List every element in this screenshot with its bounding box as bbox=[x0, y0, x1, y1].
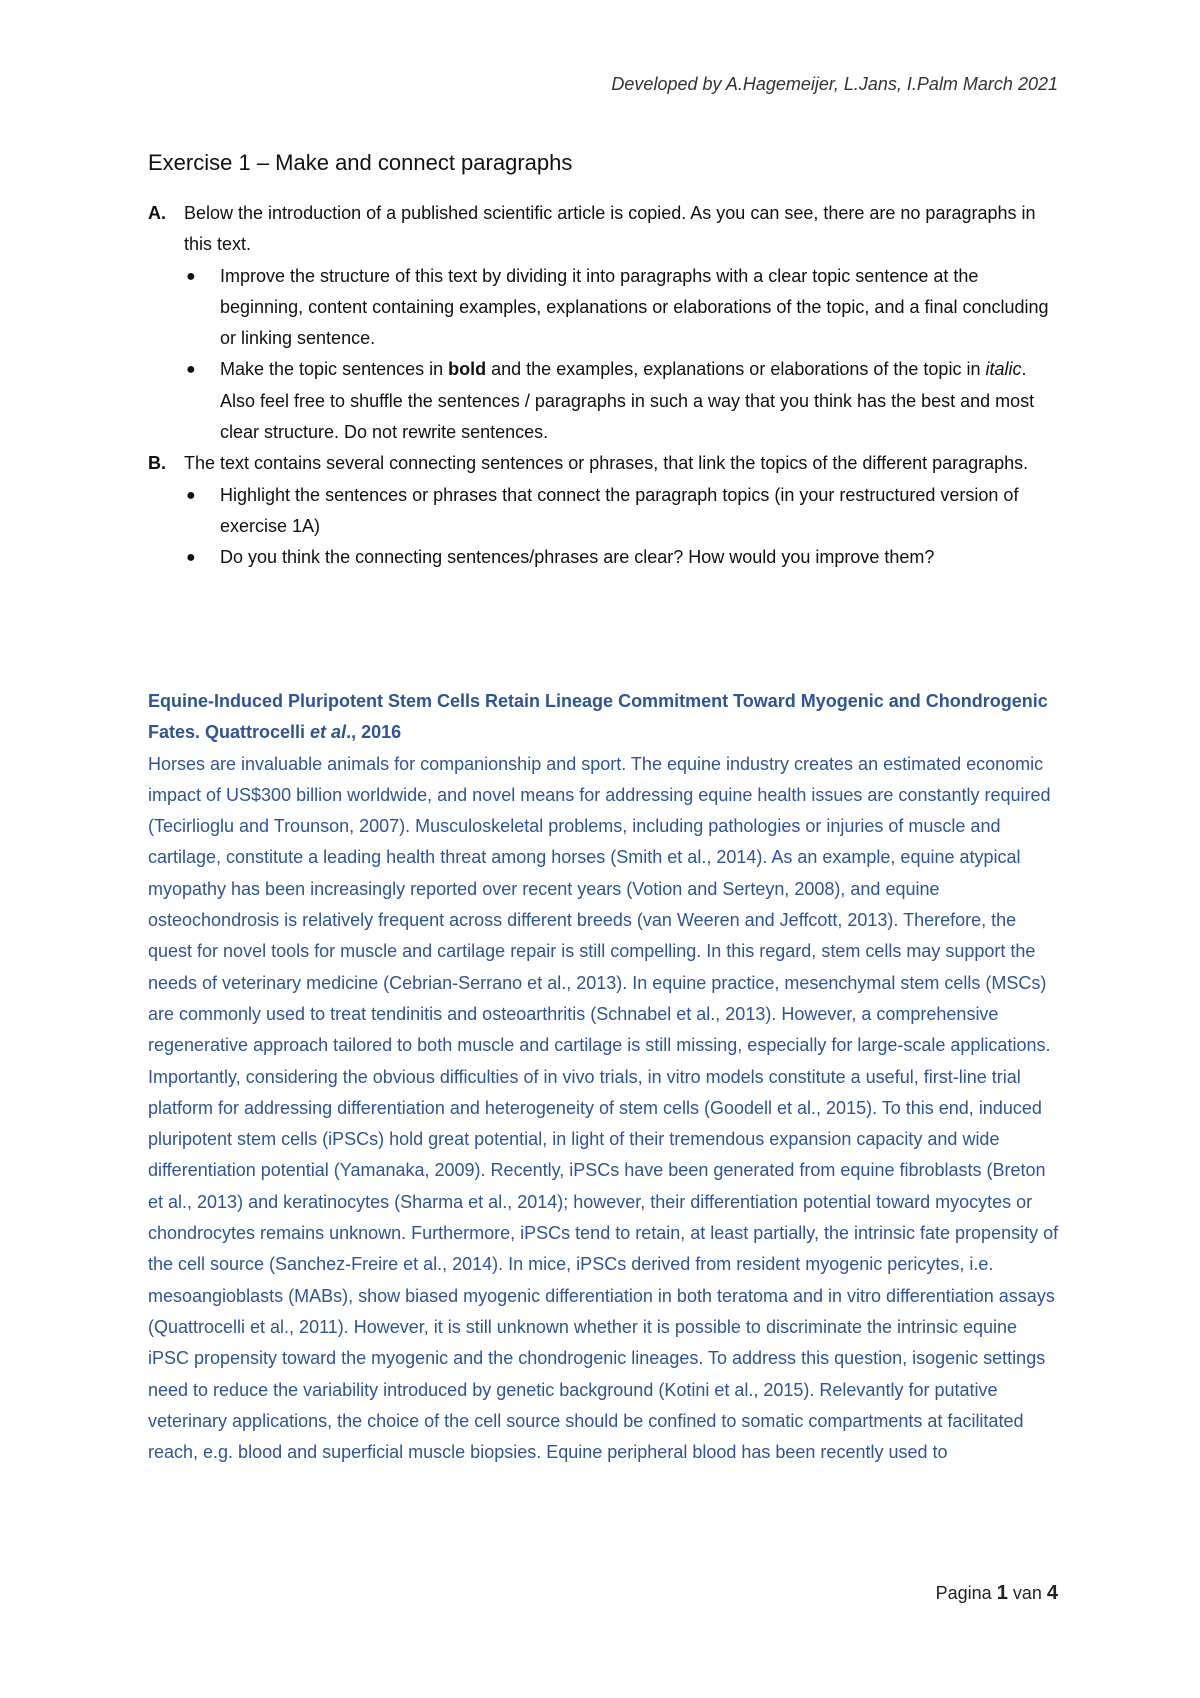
bullet-italic-word: italic bbox=[985, 359, 1022, 380]
article-excerpt bbox=[148, 686, 1060, 1468]
page-header: Developed by A.Hagemeijer, L.Jans, I.Palm March 2021 bbox=[611, 74, 1058, 94]
exercise-title: Exercise 1 – Make and connect paragraphs bbox=[148, 150, 573, 175]
footer-van-label: van bbox=[1012, 1583, 1042, 1603]
bullet-text-3: . Also feel free to shuffle the sentences / paragraphs in such a way that you think has the best and most clear structure. Do not rewrite sentences. bbox=[220, 359, 1035, 443]
bullet-text-2: and the examples, explanations or elaborations of the topic in bbox=[486, 359, 986, 380]
part-b bbox=[148, 448, 1053, 479]
footer-page-number: 1 bbox=[996, 1582, 1008, 1604]
bullet-icon: ● bbox=[186, 486, 196, 504]
part-b-text: The text contains several connecting sentences or phrases, that link the topics of the different paragraphs. bbox=[184, 453, 1029, 474]
bullet-icon: ● bbox=[186, 549, 196, 567]
bullet-text-1: Make the topic sentences in bbox=[220, 359, 449, 380]
article-body: Horses are invaluable animals for companionship and sport. The equine industry creates an estimated economic impact of US$300 billion worldwide, and novel means for addressing equine health issues are constantly required (Tecirlioglu and Trounson, 2007). Musculoskeletal problems, including pathologies or injuries of muscle and cartilage, constitute a leading health threat among horses (Smith et al., 2014). As an example, equine atypical myopathy has been increasingly reported over recent years (Votion and Serteyn, 2008), and equine osteochondrosis is relatively frequent across different breeds (van Weeren and Jeffcott, 2013). Therefore, the quest for novel tools for muscle and cartilage repair is still compelling. In this regard, stem cells may support the needs of veterinary medicine (Cebrian-Serrano et al., 2013). In equine practice, mesenchymal stem cells (MSCs) are commonly used to treat tendinitis and osteoarthritis (Schnabel et al., 2013). However, a comprehensive regenerative approach tailored to both muscle and cartilage is still missing, especially for large-scale applications. Importantly, considering the obvious difficulties of in vivo trials, in vitro models constitute a useful, first-line trial platform for addressing differentiation and heterogeneity of stem cells (Goodell et al., 2015). To this end, induced pluripotent stem cells (iPSCs) hold great potential, in light of their tremendous expansion capacity and wide differentiation potential (Yamanaka, 2009). Recently, iPSCs have been generated from equine fibroblasts (Breton et al., 2013) and keratinocytes (Sharma et al., 2014); however, their differentiation potential toward myocytes or chondrocytes remains unknown. Furthermore, iPSCs tend to retain, at least partially, the intrinsic fate propensity of the cell source (Sanchez-Freire et al., 2014). In mice, iPSCs derived from resident myogenic pericytes, i.e. mesoangioblasts (MABs), show biased myogenic differentiation in both teratoma and in vitro differentiation assays (Quattrocelli et al., 2011). However, it is still unknown whether it is possible to discriminate the intrinsic equine iPSC propensity toward the myogenic and the chondrogenic lineages. To address this question, isogenic settings need to reduce the variability introduced by genetic background (Kotini et al., 2015). Relevantly for putative veterinary applications, the choice of the cell source should be confined to somatic compartments at facilitated reach, e.g. blood and superficial muscle biopsies. Equine peripheral blood has been recently used to bbox=[148, 753, 1059, 1463]
bullet-icon: ● bbox=[186, 267, 196, 285]
bullet-text: Do you think the connecting sentences/phrases are clear? How would you improve them? bbox=[220, 547, 935, 568]
list-item bbox=[148, 542, 1053, 573]
list-item bbox=[148, 354, 1053, 448]
bullet-text: Improve the structure of this text by dividing it into paragraphs with a clear topic sentence at the beginning, content containing examples, explanations or elaborations of the topic, and a final concluding or linking sentence. bbox=[220, 265, 1049, 349]
part-a bbox=[148, 198, 1053, 261]
bullet-bold-word: bold bbox=[448, 359, 487, 380]
part-a-text: Below the introduction of a published scientific article is copied. As you can see, there are no paragraphs in this text. bbox=[184, 203, 1036, 255]
footer-pagina-label: Pagina bbox=[935, 1583, 992, 1603]
list-item bbox=[148, 261, 1053, 355]
list-item bbox=[148, 480, 1053, 543]
part-a-bullets bbox=[148, 261, 1053, 449]
bullet-text: Highlight the sentences or phrases that connect the paragraph topics (in your restructured version of exercise 1A) bbox=[220, 484, 1019, 536]
exercise-instructions bbox=[148, 198, 1053, 574]
article-title-etal: et al bbox=[310, 722, 347, 743]
article-title-year: ., 2016 bbox=[346, 722, 402, 743]
footer-total-pages: 4 bbox=[1046, 1582, 1058, 1604]
bullet-icon: ● bbox=[186, 361, 196, 379]
part-b-bullets bbox=[148, 480, 1053, 574]
part-b-letter: B. bbox=[148, 453, 166, 474]
article-title bbox=[148, 686, 1060, 749]
page-footer bbox=[936, 1582, 1058, 1605]
article-title-main: Equine-Induced Pluripotent Stem Cells Retain Lineage Commitment Toward Myogenic and Chondrogenic Fates. Quattrocelli bbox=[148, 691, 1048, 743]
part-a-letter: A. bbox=[148, 203, 166, 223]
